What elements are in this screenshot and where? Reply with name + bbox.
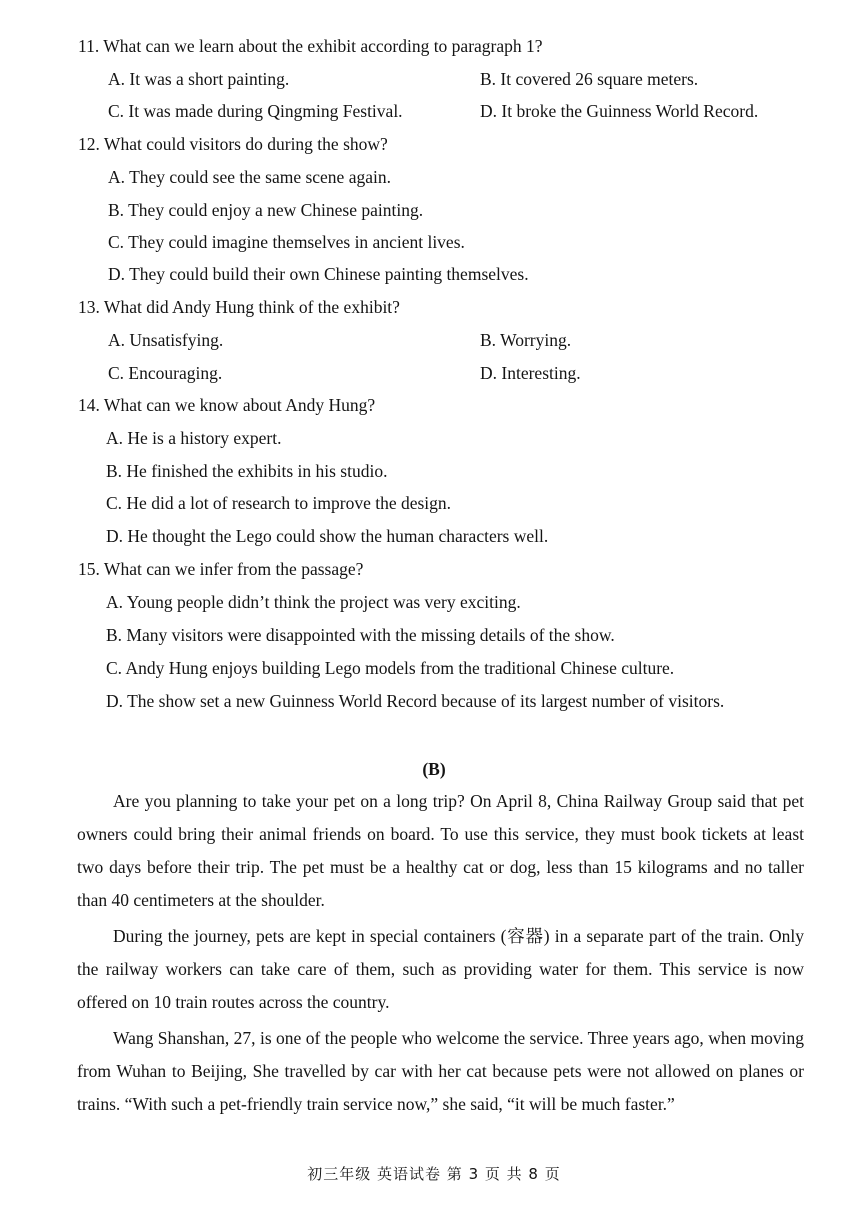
question-11-option-d: D. It broke the Guinness World Record. xyxy=(480,101,759,121)
question-15-option-d: D. The show set a new Guinness World Record because of its largest number of visitors. xyxy=(106,691,725,711)
question-15-option-b: B. Many visitors were disappointed with the missing details of the show. xyxy=(106,625,615,645)
question-15-stem: 15. What can we infer from the passage? xyxy=(78,559,364,579)
passage-paragraph-1: Are you planning to take your pet on a long trip? On April 8, China Railway Group said that pet owners could bring their animal friends on board. To use this service, they must book tickets at least two days before their trip. The pet must be a healthy cat or dog, less than 15 kilograms and no taller than 40 centimeters at the shoulder. xyxy=(77,791,804,910)
question-13-option-b: B. Worrying. xyxy=(480,330,572,350)
page-footer: 初三年级 英语试卷 第 3 页 共 8 页 xyxy=(307,1165,561,1183)
question-11-option-c: C. It was made during Qingming Festival. xyxy=(108,101,403,121)
question-13-option-a: A. Unsatisfying. xyxy=(108,330,224,350)
question-11-stem: 11. What can we learn about the exhibit according to paragraph 1? xyxy=(78,36,543,56)
question-12-stem: 12. What could visitors do during the show? xyxy=(78,134,388,154)
question-12-option-c: C. They could imagine themselves in ancient lives. xyxy=(108,232,465,252)
question-13-option-d: D. Interesting. xyxy=(480,363,581,383)
question-15-option-c: C. Andy Hung enjoys building Lego models from the traditional Chinese culture. xyxy=(106,658,675,678)
question-12-option-b: B. They could enjoy a new Chinese painting. xyxy=(108,200,424,220)
question-14-option-c: C. He did a lot of research to improve the design. xyxy=(106,493,452,513)
question-11-option-b: B. It covered 26 square meters. xyxy=(480,69,699,89)
passage-paragraph-3: Wang Shanshan, 27, is one of the people who welcome the service. Three years ago, when moving from Wuhan to Beijing, She travelled by car with her cat because pets were not allowed on planes or trains. “With such a pet-friendly train service now,” she said, “it will be much faster.” xyxy=(77,1028,804,1114)
question-14-stem: 14. What can we know about Andy Hung? xyxy=(78,395,376,415)
question-14-option-d: D. He thought the Lego could show the human characters well. xyxy=(106,526,549,546)
question-12-option-a: A. They could see the same scene again. xyxy=(108,167,391,187)
question-13-stem: 13. What did Andy Hung think of the exhibit? xyxy=(78,297,400,317)
question-14-option-b: B. He finished the exhibits in his studio. xyxy=(106,461,388,481)
question-15-option-a: A. Young people didn’t think the project was very exciting. xyxy=(106,592,521,612)
question-13-option-c: C. Encouraging. xyxy=(108,363,223,383)
question-12-option-d: D. They could build their own Chinese painting themselves. xyxy=(108,264,529,284)
section-b-passage xyxy=(77,785,804,1121)
passage-paragraph-2: During the journey, pets are kept in special containers (容器) in a separate part of the train. Only the railway workers can take care of them, such as providing water for them. This service is now offered on 10 train routes across the country. xyxy=(77,926,804,1012)
question-11-option-a: A. It was a short painting. xyxy=(108,69,290,89)
section-b-heading: (B) xyxy=(422,759,446,779)
question-14-option-a: A. He is a history expert. xyxy=(106,428,282,448)
